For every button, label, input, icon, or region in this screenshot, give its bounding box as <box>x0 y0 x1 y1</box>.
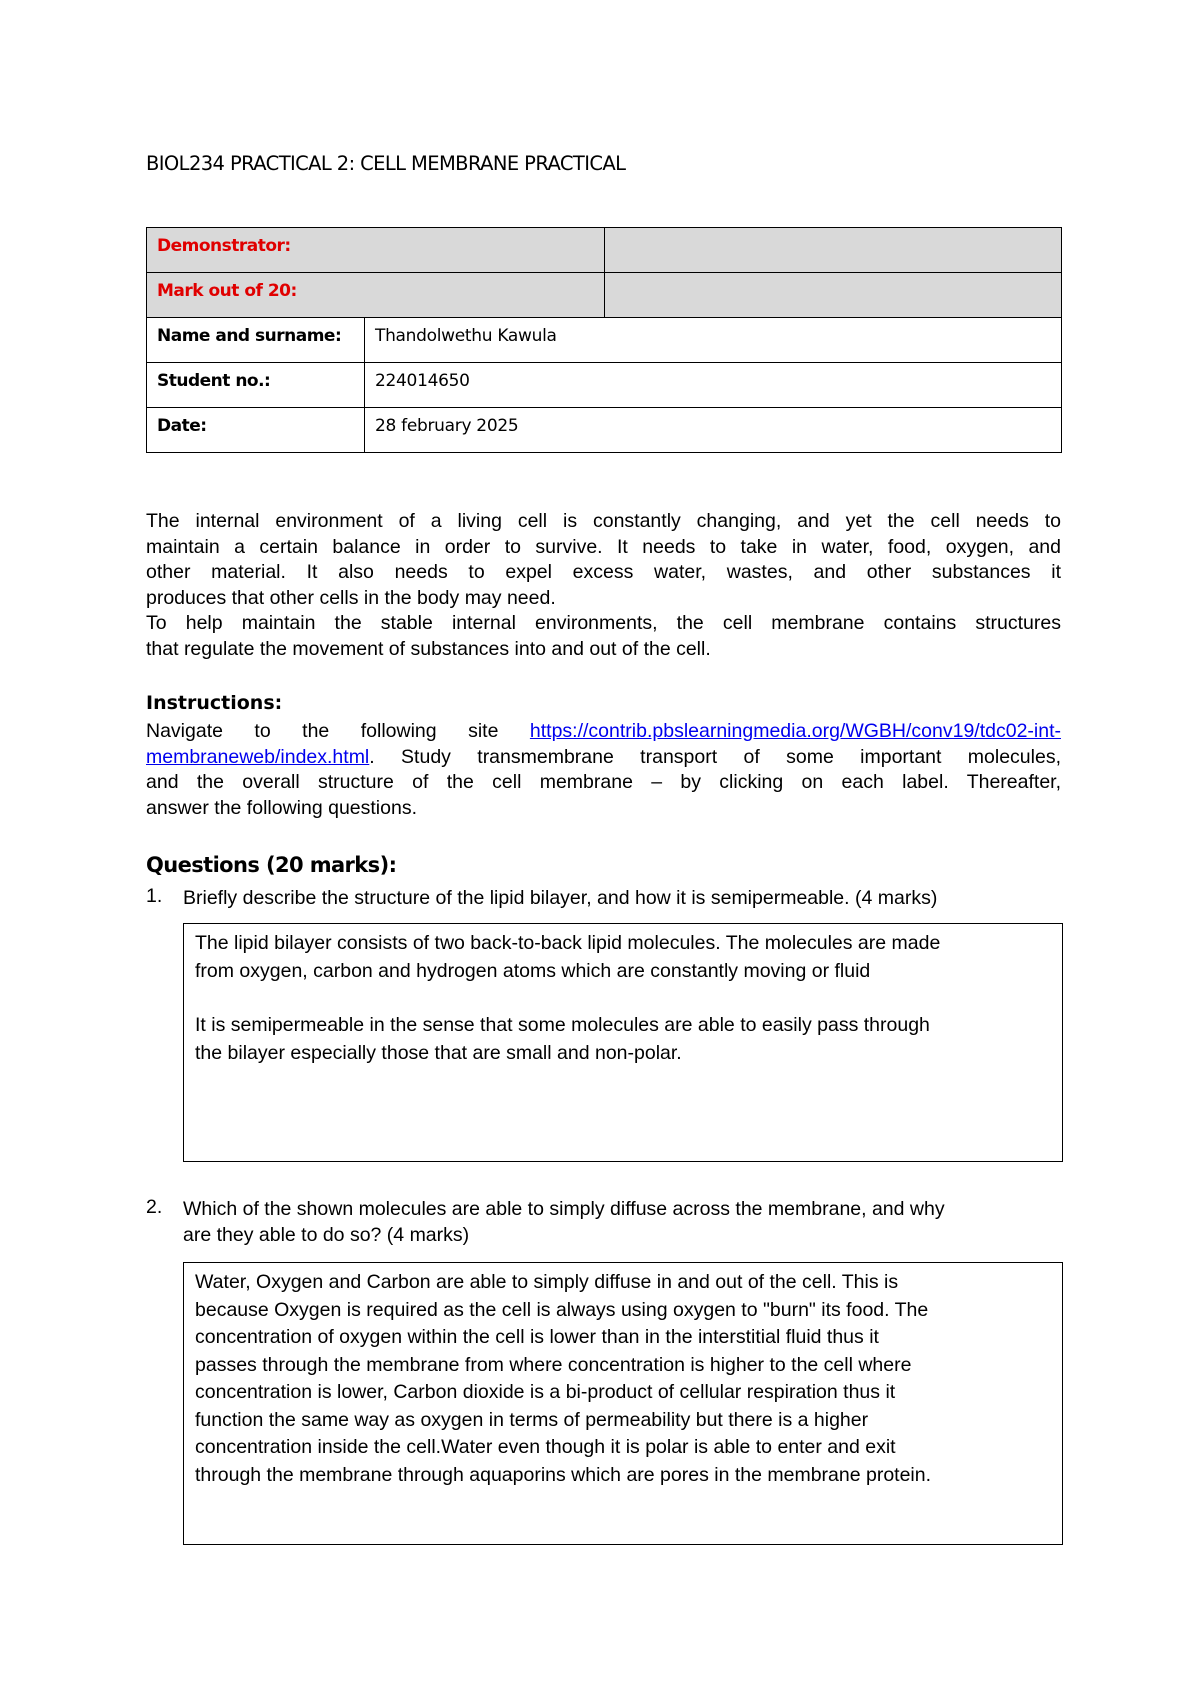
intro-line: maintain a certain balance in order to survive. It needs to take in water, food, oxygen, and <box>146 535 1061 558</box>
intro-line: To help maintain the stable internal environments, the cell membrane contains structures <box>146 612 1061 634</box>
info-table <box>146 227 1062 318</box>
questions-heading: Questions (20 marks): <box>146 853 397 877</box>
document-title: BIOL234 PRACTICAL 2: CELL MEMBRANE PRACTICAL <box>146 152 626 175</box>
answer-line: passes through the membrane from where concentration is higher to the cell where <box>195 1353 912 1376</box>
date-value[interactable]: 28 february 2025 <box>365 408 1062 453</box>
instructions-line: and the overall structure of the cell membrane – by clicking on each label. Thereafter, <box>146 771 1061 793</box>
instructions-line: membraneweb/index.html. Study transmembrane transport of some important molecules, <box>146 745 1061 768</box>
answer-line: from oxygen, carbon and hydrogen atoms which are constantly moving or fluid <box>195 959 871 982</box>
demonstrator-value[interactable] <box>605 228 1062 273</box>
intro-line: that regulate the movement of substances into and out of the cell. <box>146 637 711 660</box>
answer-box-q1[interactable] <box>183 923 1063 1162</box>
instructions-heading: Instructions: <box>146 692 283 714</box>
name-row <box>147 318 1062 363</box>
name-value[interactable]: Thandolwethu Kawula <box>365 318 1062 363</box>
answer-line: through the membrane through aquaporins which are pores in the membrane protein. <box>195 1463 932 1486</box>
answer-line: function the same way as oxygen in terms of permeability but there is a higher <box>195 1408 869 1431</box>
mark-row <box>147 273 1062 318</box>
instructions-link-continued[interactable]: membraneweb/index.html <box>146 745 370 768</box>
demonstrator-label: Demonstrator: <box>147 228 605 273</box>
student-label: Student no.: <box>147 363 365 408</box>
name-label: Name and surname: <box>147 318 365 363</box>
answer-line: concentration inside the cell.Water even though it is polar is able to enter and exit <box>195 1436 896 1458</box>
student-value[interactable]: 224014650 <box>365 363 1062 408</box>
date-label: Date: <box>147 408 365 453</box>
demonstrator-row <box>147 228 1062 273</box>
student-info-table <box>146 317 1062 453</box>
instructions-line: answer the following questions. <box>146 796 417 819</box>
answer-line: It is semipermeable in the sense that some molecules are able to easily pass through <box>195 1014 930 1036</box>
answer-line: concentration is lower, Carbon dioxide is a bi-product of cellular respiration thus it <box>195 1381 896 1403</box>
student-row <box>147 363 1062 408</box>
intro-line: other material. It also needs to expel excess water, wastes, and other substances it <box>146 561 1061 583</box>
intro-line: The internal environment of a living cell is constantly changing, and yet the cell needs to <box>146 510 1061 532</box>
mark-value[interactable] <box>605 273 1062 318</box>
question-number: 2. <box>146 1196 163 1218</box>
mark-label: Mark out of 20: <box>147 273 605 318</box>
question-number: 1. <box>146 885 163 907</box>
answer-box-q2[interactable] <box>183 1262 1063 1545</box>
instructions-line: Navigate to the following site https://contrib.pbslearningmedia.org/WGBH/conv19/tdc02-int- <box>146 720 1061 742</box>
answer-line: because Oxygen is required as the cell is always using oxygen to "burn" its food. The <box>195 1298 929 1321</box>
instructions-link[interactable]: https://contrib.pbslearningmedia.org/WGBH/conv19/tdc02-int- <box>529 720 1061 742</box>
instructions-paragraph <box>146 719 1061 821</box>
intro-line: produces that other cells in the body may need. <box>146 586 556 609</box>
answer-line: Water, Oxygen and Carbon are able to simply diffuse in and out of the cell. This is <box>195 1271 899 1293</box>
answer-line: The lipid bilayer consists of two back-to-back lipid molecules. The molecules are made <box>195 932 941 954</box>
intro-paragraph <box>146 509 1061 662</box>
question-text: Which of the shown molecules are able to simply diffuse across the membrane, and why are they able to do so? (4 marks) <box>183 1198 945 1246</box>
question-text: Briefly describe the structure of the lipid bilayer, and how it is semipermeable. (4 marks) <box>183 887 938 909</box>
answer-line: the bilayer especially those that are small and non-polar. <box>195 1041 682 1064</box>
date-row <box>147 408 1062 453</box>
answer-line: concentration of oxygen within the cell is lower than in the interstitial fluid thus it <box>195 1326 879 1348</box>
